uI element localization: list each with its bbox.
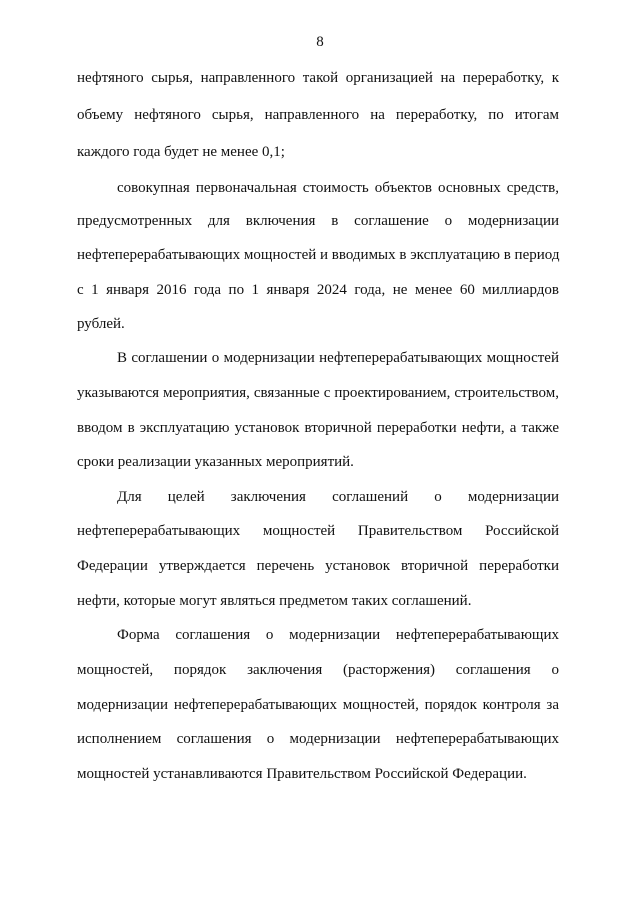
text-line: объему нефтяного сырья, направленного на переработку, по итогам	[77, 107, 559, 123]
text-line: каждого года будет не менее 0,1;	[77, 144, 285, 160]
text-line: мощностей устанавливаются Правительством Российской Федерации.	[77, 766, 527, 782]
text-line: нефти, которые могут являться предметом таких соглашений.	[77, 593, 472, 609]
text-line: сроки реализации указанных мероприятий.	[77, 454, 354, 470]
text-line: мощностей, порядок заключения (расторжения) соглашения о	[77, 662, 559, 678]
text-line: Федерации утверждается перечень установок вторичной переработки	[77, 558, 559, 574]
text-line: с 1 января 2016 года по 1 января 2024 года, не менее 60 миллиардов	[77, 282, 559, 298]
text-line: рублей.	[77, 316, 125, 332]
text-line: предусмотренных для включения в соглашение о модернизации	[77, 213, 559, 229]
text-line: нефтеперерабатывающих мощностей Правительством Российской	[77, 523, 559, 539]
text-line: исполнением соглашения о модернизации нефтеперерабатывающих	[77, 731, 559, 747]
text-line: нефтеперерабатывающих мощностей и вводимых в эксплуатацию в период	[77, 247, 560, 263]
text-line: нефтяного сырья, направленного такой организацией на переработку, к	[77, 70, 559, 86]
text-line: модернизации нефтеперерабатывающих мощностей, порядок контроля за	[77, 697, 559, 713]
text-line: совокупная первоначальная стоимость объектов основных средств,	[117, 180, 559, 196]
text-line: Форма соглашения о модернизации нефтеперерабатывающих	[117, 627, 559, 643]
text-line: указываются мероприятия, связанные с проектированием, строительством,	[77, 385, 559, 401]
text-line: вводом в эксплуатацию установок вторичной переработки нефти, а также	[77, 420, 559, 436]
text-line: Для целей заключения соглашений о модернизации	[117, 489, 559, 505]
page-number: 8	[316, 34, 324, 50]
text-line: В соглашении о модернизации нефтеперерабатывающих мощностей	[117, 350, 559, 366]
